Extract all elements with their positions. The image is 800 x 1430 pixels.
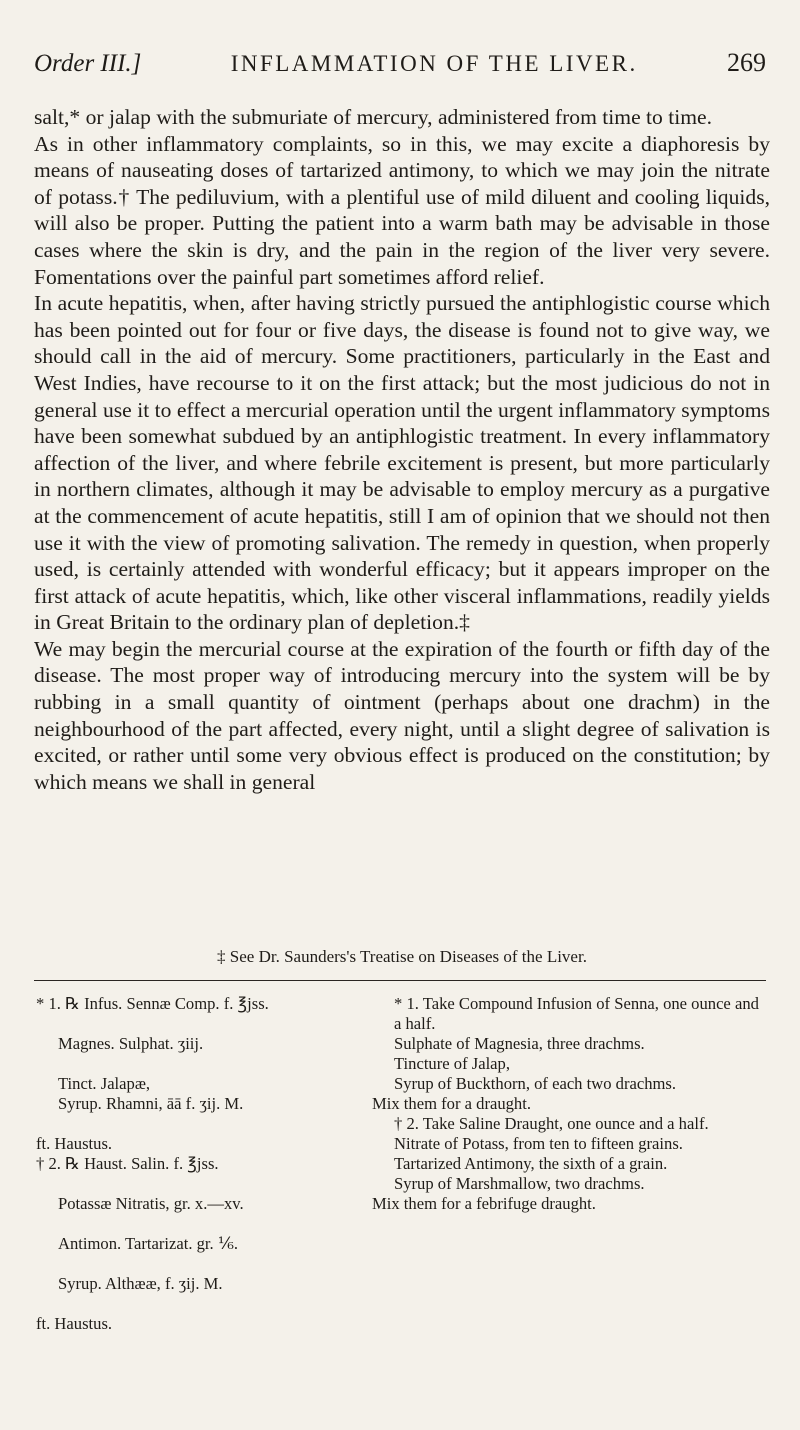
latin-line: * 1. ℞ Infus. Sennæ Comp. f. ℥jss. [36,994,269,1013]
latin-line: Syrup. Rhamni, āā f. ʒij. M. [58,1094,244,1113]
footnote-divider [34,980,766,981]
paragraph-4: We may begin the mercurial course at the expiration of the fourth or fifth day of the disease. The most proper way of introducing mercury into the system will be by rubbing in a small quantity of ointment (perhaps about one drachm) in the neighbourhood of the part affected, every night, until a slight degree of salivation is excited, or rather until some very obvious effect is produced on the constitution; by which means we shall in general [34,636,770,794]
latin-line: Potassæ Nitratis, gr. x.—xv. [58,1194,244,1213]
english-line: Syrup of Buckthorn, of each two drachms. [394,1074,677,1093]
paragraph-1: salt,* or jalap with the submuriate of mercury, administered from time to time. [34,105,713,129]
footnote-saunders: ‡ See Dr. Saunders's Treatise on Diseases of the Liver. [217,947,587,966]
paragraph-2: As in other inflammatory complaints, so in this, we may excite a diaphoresis by means of nauseating doses of tartarized antimony, to which we may join the nitrate of potass.† The pediluvium, with a plentiful use of mild diluent and cooling liquids, will also be proper. Putting the patient into a warm bath may be advisable in those cases where the skin is dry, and the pain in the region of the liver very severe. Fomentations over the painful part sometimes afford relief. [34,131,770,289]
latin-line: Antimon. Tartarizat. gr. ⅙. [58,1234,239,1253]
running-header [34,48,766,82]
english-line: Sulphate of Magnesia, three drachms. [394,1034,645,1053]
body-text [34,104,770,795]
page-number: 269 [727,48,766,77]
english-line: † 2. Take Saline Draught, one ounce and a half. [394,1114,709,1133]
english-prescriptions [372,994,764,1214]
latin-line: ft. Haustus. [36,1134,113,1153]
latin-line: Magnes. Sulphat. ʒiij. [58,1034,204,1053]
header-order: Order III.] [34,50,142,77]
english-line: Mix them for a febrifuge draught. [372,1194,596,1213]
english-line: * 1. Take Compound Infusion of Senna, one ounce and a half. [394,994,759,1033]
english-line: Nitrate of Potass, from ten to fifteen grains. [394,1134,683,1153]
paragraph-3: In acute hepatitis, when, after having strictly pursued the antiphlogistic course which has been pointed out for four or five days, the disease is found not to give way, we should call in the aid of mercury. Some practitioners, particularly in the East and West Indies, have recourse to it on the first attack; but the most judicious do not in general use it to effect a mercurial operation until the urgent inflammatory symptoms have been somewhat subdued by an antiphlogistic treatment. In every inflammatory affection of the liver, and where febrile excitement is present, but more particularly in northern climates, although it may be advisable to employ mercury as a purgative at the commencement of acute hepatitis, still I am of opinion that we should not then use it with the view of promoting salivation. The remedy in question, when properly used, is certainly attended with wonderful efficacy; but it appears improper on the first attack of acute hepatitis, which, like other visceral inflammations, readily yields in Great Britain to the ordinary plan of depletion.‡ [34,291,770,635]
latin-line: † 2. ℞ Haust. Salin. f. ℥jss. [36,1154,219,1173]
english-line: Mix them for a draught. [372,1094,531,1113]
english-line: Tartarized Antimony, the sixth of a grain. [394,1154,668,1173]
english-line: Tincture of Jalap, [394,1054,510,1073]
latin-line: ft. Haustus. [36,1314,113,1333]
latin-line: Syrup. Althææ, f. ʒij. M. [58,1274,223,1293]
english-line: Syrup of Marshmallow, two drachms. [394,1174,645,1193]
latin-prescriptions [36,994,356,1334]
header-title: INFLAMMATION OF THE LIVER. [230,51,638,76]
latin-line: Tinct. Jalapæ, [58,1074,151,1093]
